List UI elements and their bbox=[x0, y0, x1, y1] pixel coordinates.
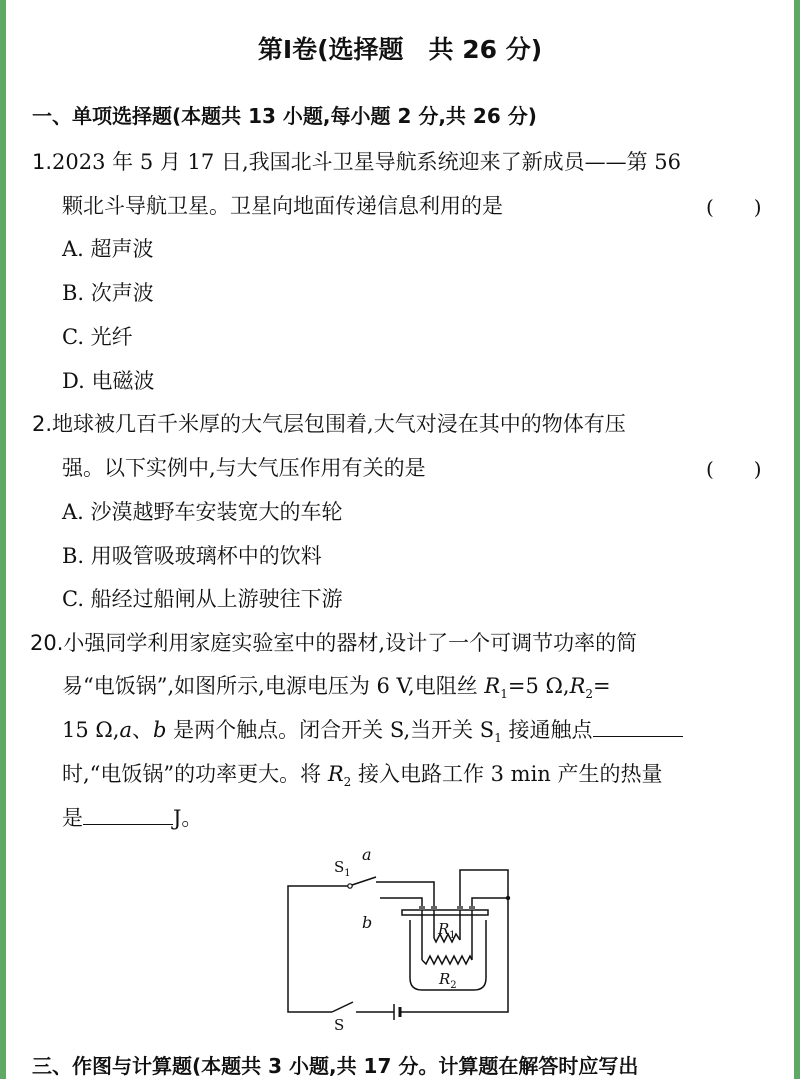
question-2-text-1: 地球被几百千米厚的大气层包围着,大气对浸在其中的物体有压 bbox=[52, 412, 626, 436]
option-b[interactable]: B. 次声波 bbox=[62, 281, 154, 305]
answer-blank-1[interactable] bbox=[593, 718, 683, 737]
question-20-line-4 bbox=[62, 758, 663, 789]
page-title: 第Ⅰ卷(选择题 共 26 分) bbox=[257, 35, 543, 64]
answer-parentheses[interactable]: ( ) bbox=[706, 195, 762, 219]
option-a[interactable]: A. 沙漠越野车安装宽大的车轮 bbox=[62, 500, 343, 524]
question-1-text-1: 2023 年 5 月 17 日,我国北斗卫星导航系统迎来了新成员——第 56 bbox=[52, 150, 682, 174]
text-segment: =5 Ω, bbox=[507, 674, 570, 698]
text-segment: 、 bbox=[132, 718, 154, 742]
subscript: 2 bbox=[585, 687, 594, 702]
question-20-line-1 bbox=[30, 627, 637, 657]
option-c[interactable]: C. 光纤 bbox=[62, 325, 133, 349]
option-a[interactable]: A. 超声波 bbox=[62, 237, 154, 261]
answer-parentheses[interactable]: ( ) bbox=[706, 457, 762, 481]
question-1-line-1 bbox=[32, 146, 681, 176]
option-b[interactable]: B. 用吸管吸玻璃杯中的饮料 bbox=[62, 544, 322, 568]
section-heading-calculation: 三、作图与计算题(本题共 3 小题,共 17 分。计算题在解答时应写出 bbox=[32, 1054, 639, 1078]
question-number: 2. bbox=[32, 412, 53, 436]
text-segment: 易“电饭锅”,如图所示,电源电压为 6 V,电阻丝 bbox=[62, 674, 485, 698]
resistor-r2-label: $R_2$ bbox=[439, 970, 457, 991]
variable-r: R bbox=[484, 674, 501, 698]
subscript: 1 bbox=[500, 687, 508, 702]
subscript: 1 bbox=[494, 731, 502, 746]
variable-r: R bbox=[569, 674, 586, 698]
question-2-line-2: 强。以下实例中,与大气压作用有关的是 bbox=[62, 456, 426, 480]
question-20-line-2 bbox=[62, 670, 611, 701]
text-segment: 是两个触点。闭合开关 S,当开关 S bbox=[166, 718, 495, 742]
question-20-line-5 bbox=[62, 802, 202, 832]
text-segment: J。 bbox=[173, 806, 203, 830]
switch-s1-label: $S_1$ bbox=[334, 858, 351, 879]
text-segment: = bbox=[593, 674, 611, 698]
text-segment: 时,“电饭锅”的功率更大。将 bbox=[62, 762, 328, 786]
answer-blank-2[interactable] bbox=[83, 806, 173, 825]
option-c[interactable]: C. 船经过船闸从上游驶往下游 bbox=[62, 587, 343, 611]
question-20-line-3 bbox=[62, 714, 683, 745]
text-segment: 15 Ω, bbox=[62, 718, 120, 742]
question-number: 20. bbox=[30, 631, 64, 655]
contact-a-label: a bbox=[362, 845, 372, 864]
question-1-line-2: 颗北斗导航卫星。卫星向地面传递信息利用的是 bbox=[62, 194, 503, 218]
text-segment: 是 bbox=[62, 806, 83, 830]
section-heading-single-choice: 一、单项选择题(本题共 13 小题,每小题 2 分,共 26 分) bbox=[32, 104, 537, 128]
subscript: 2 bbox=[343, 775, 352, 790]
question-2-line-1 bbox=[32, 408, 626, 438]
question-20-text-1: 小强同学利用家庭实验室中的器材,设计了一个可调节功率的简 bbox=[63, 631, 638, 655]
exam-page bbox=[6, 0, 794, 1079]
resistor-r1-label: $R_1$ bbox=[438, 920, 456, 941]
text-segment: 接通触点 bbox=[501, 718, 593, 742]
option-d[interactable]: D. 电磁波 bbox=[62, 369, 155, 393]
contact-b-label: b bbox=[362, 913, 373, 932]
variable-a: a bbox=[119, 718, 133, 742]
switch-s-label: S bbox=[334, 1016, 345, 1034]
question-number: 1. bbox=[32, 150, 53, 174]
variable-r: R bbox=[327, 762, 344, 786]
text-segment: 接入电路工作 3 min 产生的热量 bbox=[351, 762, 663, 786]
circuit-diagram bbox=[276, 842, 536, 1034]
variable-b: b bbox=[153, 718, 167, 742]
